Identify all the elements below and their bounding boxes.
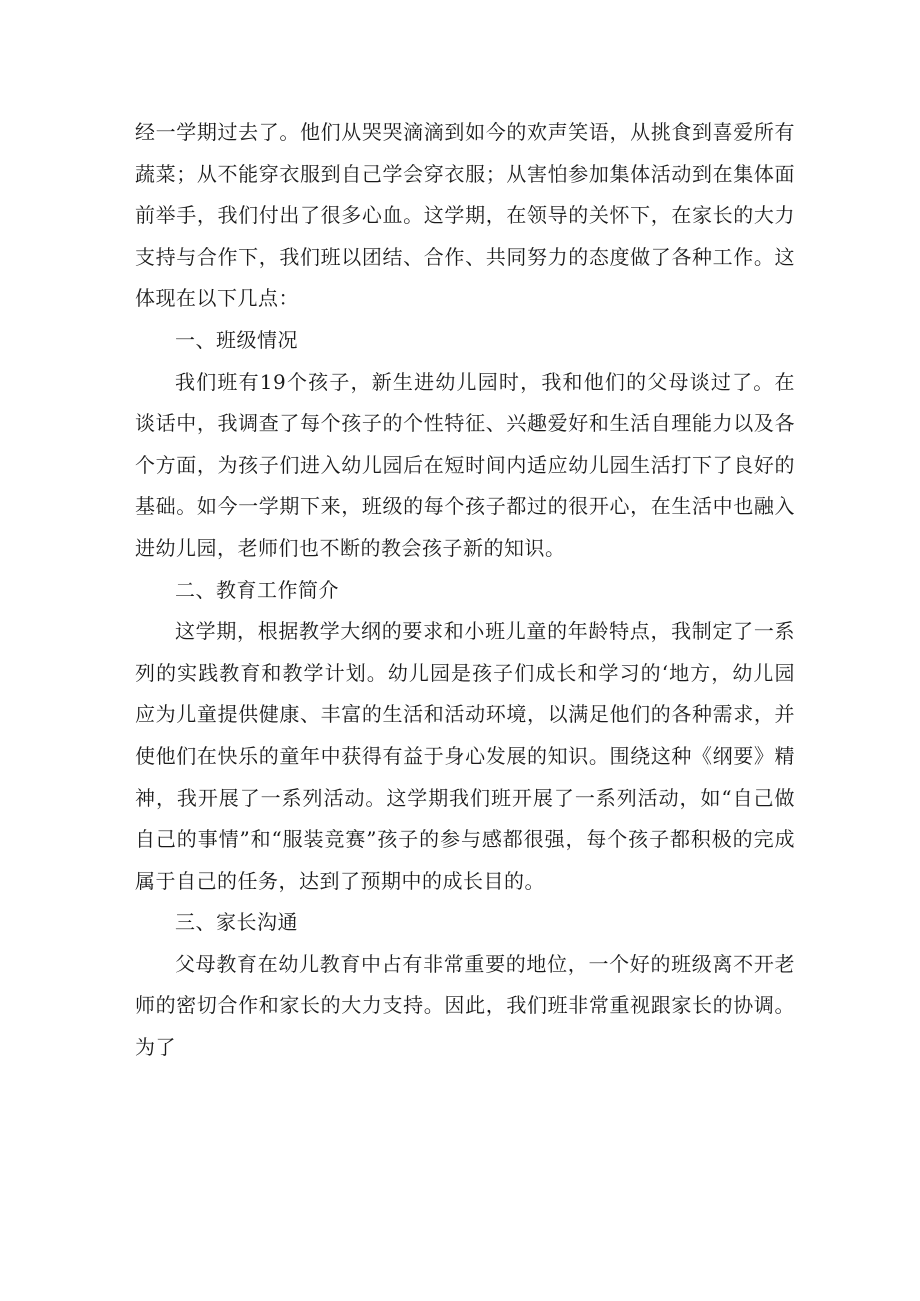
education-work-paragraph: 这学期，根据教学大纲的要求和小班儿童的年龄特点，我制定了一系列的实践教育和教学计划。幼儿园是孩子们成长和学习的‘地方，幼儿园应为儿童提供健康、丰富的生活和活动环境，以满足他们的各种需求，并使他们在快乐的童年中获得有益于身心发展的知识。围绕这种《纲要》精神，我开展了一系列活动。这学期我们班开展了一系列活动，如“自己做自己的事情”和“服装竞赛”孩子的参与感都很强，每个孩子都积极的完成属于自己的任务，达到了预期中的成长目的。	[135, 619, 795, 893]
intro-paragraph: 经一学期过去了。他们从哭哭滴滴到如今的欢声笑语，从挑食到喜爱所有蔬菜；从不能穿衣服到自己学会穿衣服；从害怕参加集体活动到在集体面前举手，我们付出了很多心血。这学期，在领导的关怀下，在家长的大力支持与合作下，我们班以团结、合作、共同努力的态度做了各种工作。这体现在以下几点：	[135, 120, 795, 311]
section-heading-education-work: 二、教育工作简介	[175, 577, 339, 602]
section-heading-class-situation: 一、班级情况	[175, 327, 298, 352]
parent-communication-paragraph: 父母教育在幼儿教育中占有非常重要的地位，一个好的班级离不开老师的密切合作和家长的大力支持。因此，我们班非常重视跟家长的协调。为了	[135, 951, 795, 1060]
class-situation-paragraph: 我们班有19个孩子，新生进幼儿园时，我和他们的父母谈过了。在谈话中，我调查了每个孩子的个性特征、兴趣爱好和生活自理能力以及各个方面，为孩子们进入幼儿园后在短时间内适应幼儿园生活打下了良好的基础。如今一学期下来，班级的每个孩子都过的很开心，在生活中也融入进幼儿园，老师们也不断的教会孩子新的知识。	[135, 369, 795, 560]
document-body	[135, 112, 795, 1069]
section-heading-parent-communication: 三、家长沟通	[175, 910, 298, 935]
